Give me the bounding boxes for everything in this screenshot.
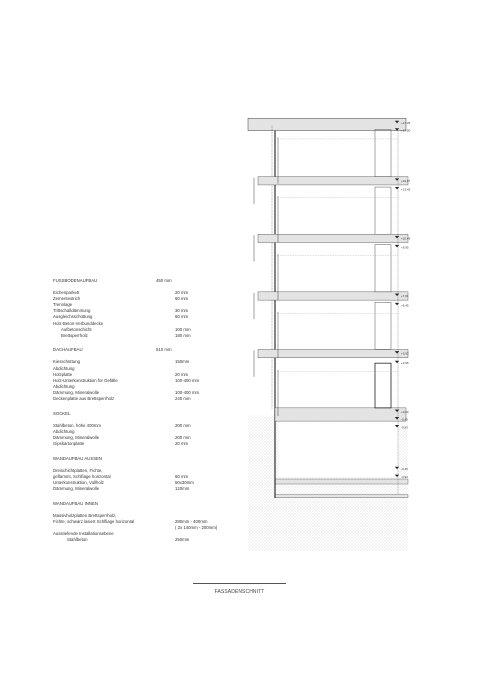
layer-thickness: 20 mm [175, 371, 189, 377]
layer-name: Eichenparkett [53, 290, 80, 296]
layer-name: Holzplatte [53, 371, 73, 377]
level-label: +6,45 [401, 303, 409, 308]
level-label: +13,45 [401, 187, 411, 192]
layer-name: Dämmung, Mineralwolle [53, 434, 100, 440]
level-label: -3,93 [401, 475, 408, 480]
level-label: +7,01 [401, 293, 409, 298]
layer-name: Fichte, schwarz lasiert Schlfiage horizontal [53, 518, 135, 524]
layer-thickness: 280mm - 400mm [175, 518, 208, 524]
layer-name: Gipskartonplatte [53, 440, 85, 446]
basement-room [279, 421, 398, 476]
section-title: FUSSBODENAUFBAU [53, 278, 98, 283]
layer-name: geflammt, Schlfiage horizontal [53, 473, 111, 479]
level-marker [395, 361, 409, 365]
level-label: +2,95 [401, 361, 409, 366]
level-label: +17,45 [401, 121, 411, 126]
level-label: +17,00 [401, 128, 411, 133]
layer-name: Aufbetonschicht [61, 326, 92, 332]
layer-thickness: 250mm [175, 537, 190, 542]
ground-floor-slab [275, 408, 406, 421]
layer-thickness: 30 mm [175, 308, 189, 314]
layer-thickness: 60 mm [175, 314, 189, 320]
level-triangle-icon [395, 303, 399, 305]
floor-slab [258, 349, 408, 357]
layer-thickness: 100-400 mm [175, 377, 200, 383]
section-title: WANDAUFBAU INNEN [53, 500, 98, 506]
level-marker [395, 303, 409, 307]
door-opening [375, 129, 391, 176]
door-opening [375, 363, 391, 408]
level-label: +9,95 [401, 245, 409, 250]
layer-name: Abdichtung [53, 383, 75, 389]
level-label: -3,45 [401, 467, 408, 472]
layer-name: Brettsperrholz [61, 332, 88, 338]
roof-slab [248, 118, 406, 130]
level-marker [395, 245, 409, 249]
drawing-caption: FASSADENSCHNITT [193, 583, 286, 595]
layer-thickness: 20 mm [175, 290, 189, 296]
layer-name: Abdichtung [53, 365, 75, 371]
layer-name: Zementestrich [53, 296, 81, 302]
layer-thickness: 180 mm [175, 332, 191, 338]
level-label: +10,49 [401, 236, 411, 241]
layer-thickness: 100-400 mm [175, 389, 200, 395]
layer-name: Ausgleichsschüttung [53, 314, 93, 320]
level-triangle-icon [395, 245, 399, 247]
section-title: DACHAUFBAU [53, 347, 83, 353]
layer-name: Dämmung, Mineralwolle [53, 485, 100, 491]
layer-thickness: 60 mm [175, 296, 189, 302]
layer-name: Unterkonstruktion, Vollholz [53, 479, 104, 485]
layer-name: Abdichtung [53, 428, 75, 434]
layer-name: Deckenplatte aus Brettsperrholz [53, 396, 115, 401]
layer-name: Massivholzplatten Brettsperrholz, [53, 512, 117, 518]
layer-name: Holz-Unterkonstruktion für Gefälle [53, 377, 118, 383]
layer-name: Ausstiefende Installationsebene [53, 530, 114, 536]
layer-name: Trittschalldämmung [53, 308, 91, 314]
door-opening [375, 187, 391, 234]
layer-name: Dreischichtplatten, Fichte, [53, 467, 103, 473]
layer-thickness: 200 mm [175, 434, 191, 440]
layer-thickness: 20 mm [175, 440, 189, 446]
level-marker [395, 187, 411, 191]
door-opening [375, 302, 391, 349]
layer-thickness: 60 mm [175, 473, 189, 479]
layer-thickness: 150mm [175, 359, 190, 365]
section-total: 510 mm [156, 347, 172, 353]
layer-name: Stahlbeton [67, 537, 88, 542]
layer-thickness: ( 2x 140mm - 200mm) [175, 524, 218, 530]
level-label: -0,45 [401, 417, 408, 422]
section-title: SOCKEL [53, 410, 71, 416]
layer-thickness: 240 mm [175, 396, 191, 401]
section-total: 450 mm [156, 278, 172, 283]
level-label: +3,53 [401, 351, 409, 356]
layer-name: Trennlage [53, 302, 73, 308]
level-triangle-icon [395, 187, 399, 189]
layer-name: Kiesschüttung [53, 359, 80, 365]
door-opening [375, 245, 391, 292]
layer-thickness: 100 mm [175, 326, 191, 332]
layer-thickness: 200 mm [175, 422, 191, 428]
level-label: +0,00 [401, 410, 409, 414]
layer-name: Dämmung, Mineralwolle [53, 389, 100, 395]
section-title: WANDAUFBAU AUSSEN [53, 455, 103, 461]
layer-name: Holz-Beton-Verbunddecke [53, 320, 104, 326]
basement-floor-slab [275, 479, 408, 484]
level-marker [395, 128, 411, 132]
floor-slab [258, 234, 408, 242]
floor-slab [258, 177, 408, 185]
layer-name: Stahlbeton, höhe 400mm [53, 422, 102, 428]
level-label: +13,97 [401, 178, 411, 183]
level-triangle-icon [395, 361, 399, 363]
layer-thickness: 50x30mm [175, 479, 194, 485]
layer-thickness: 120mm [175, 485, 190, 491]
level-label: -0,93 [401, 425, 408, 430]
foundation-slab [275, 495, 408, 498]
floor-slab [258, 292, 408, 300]
